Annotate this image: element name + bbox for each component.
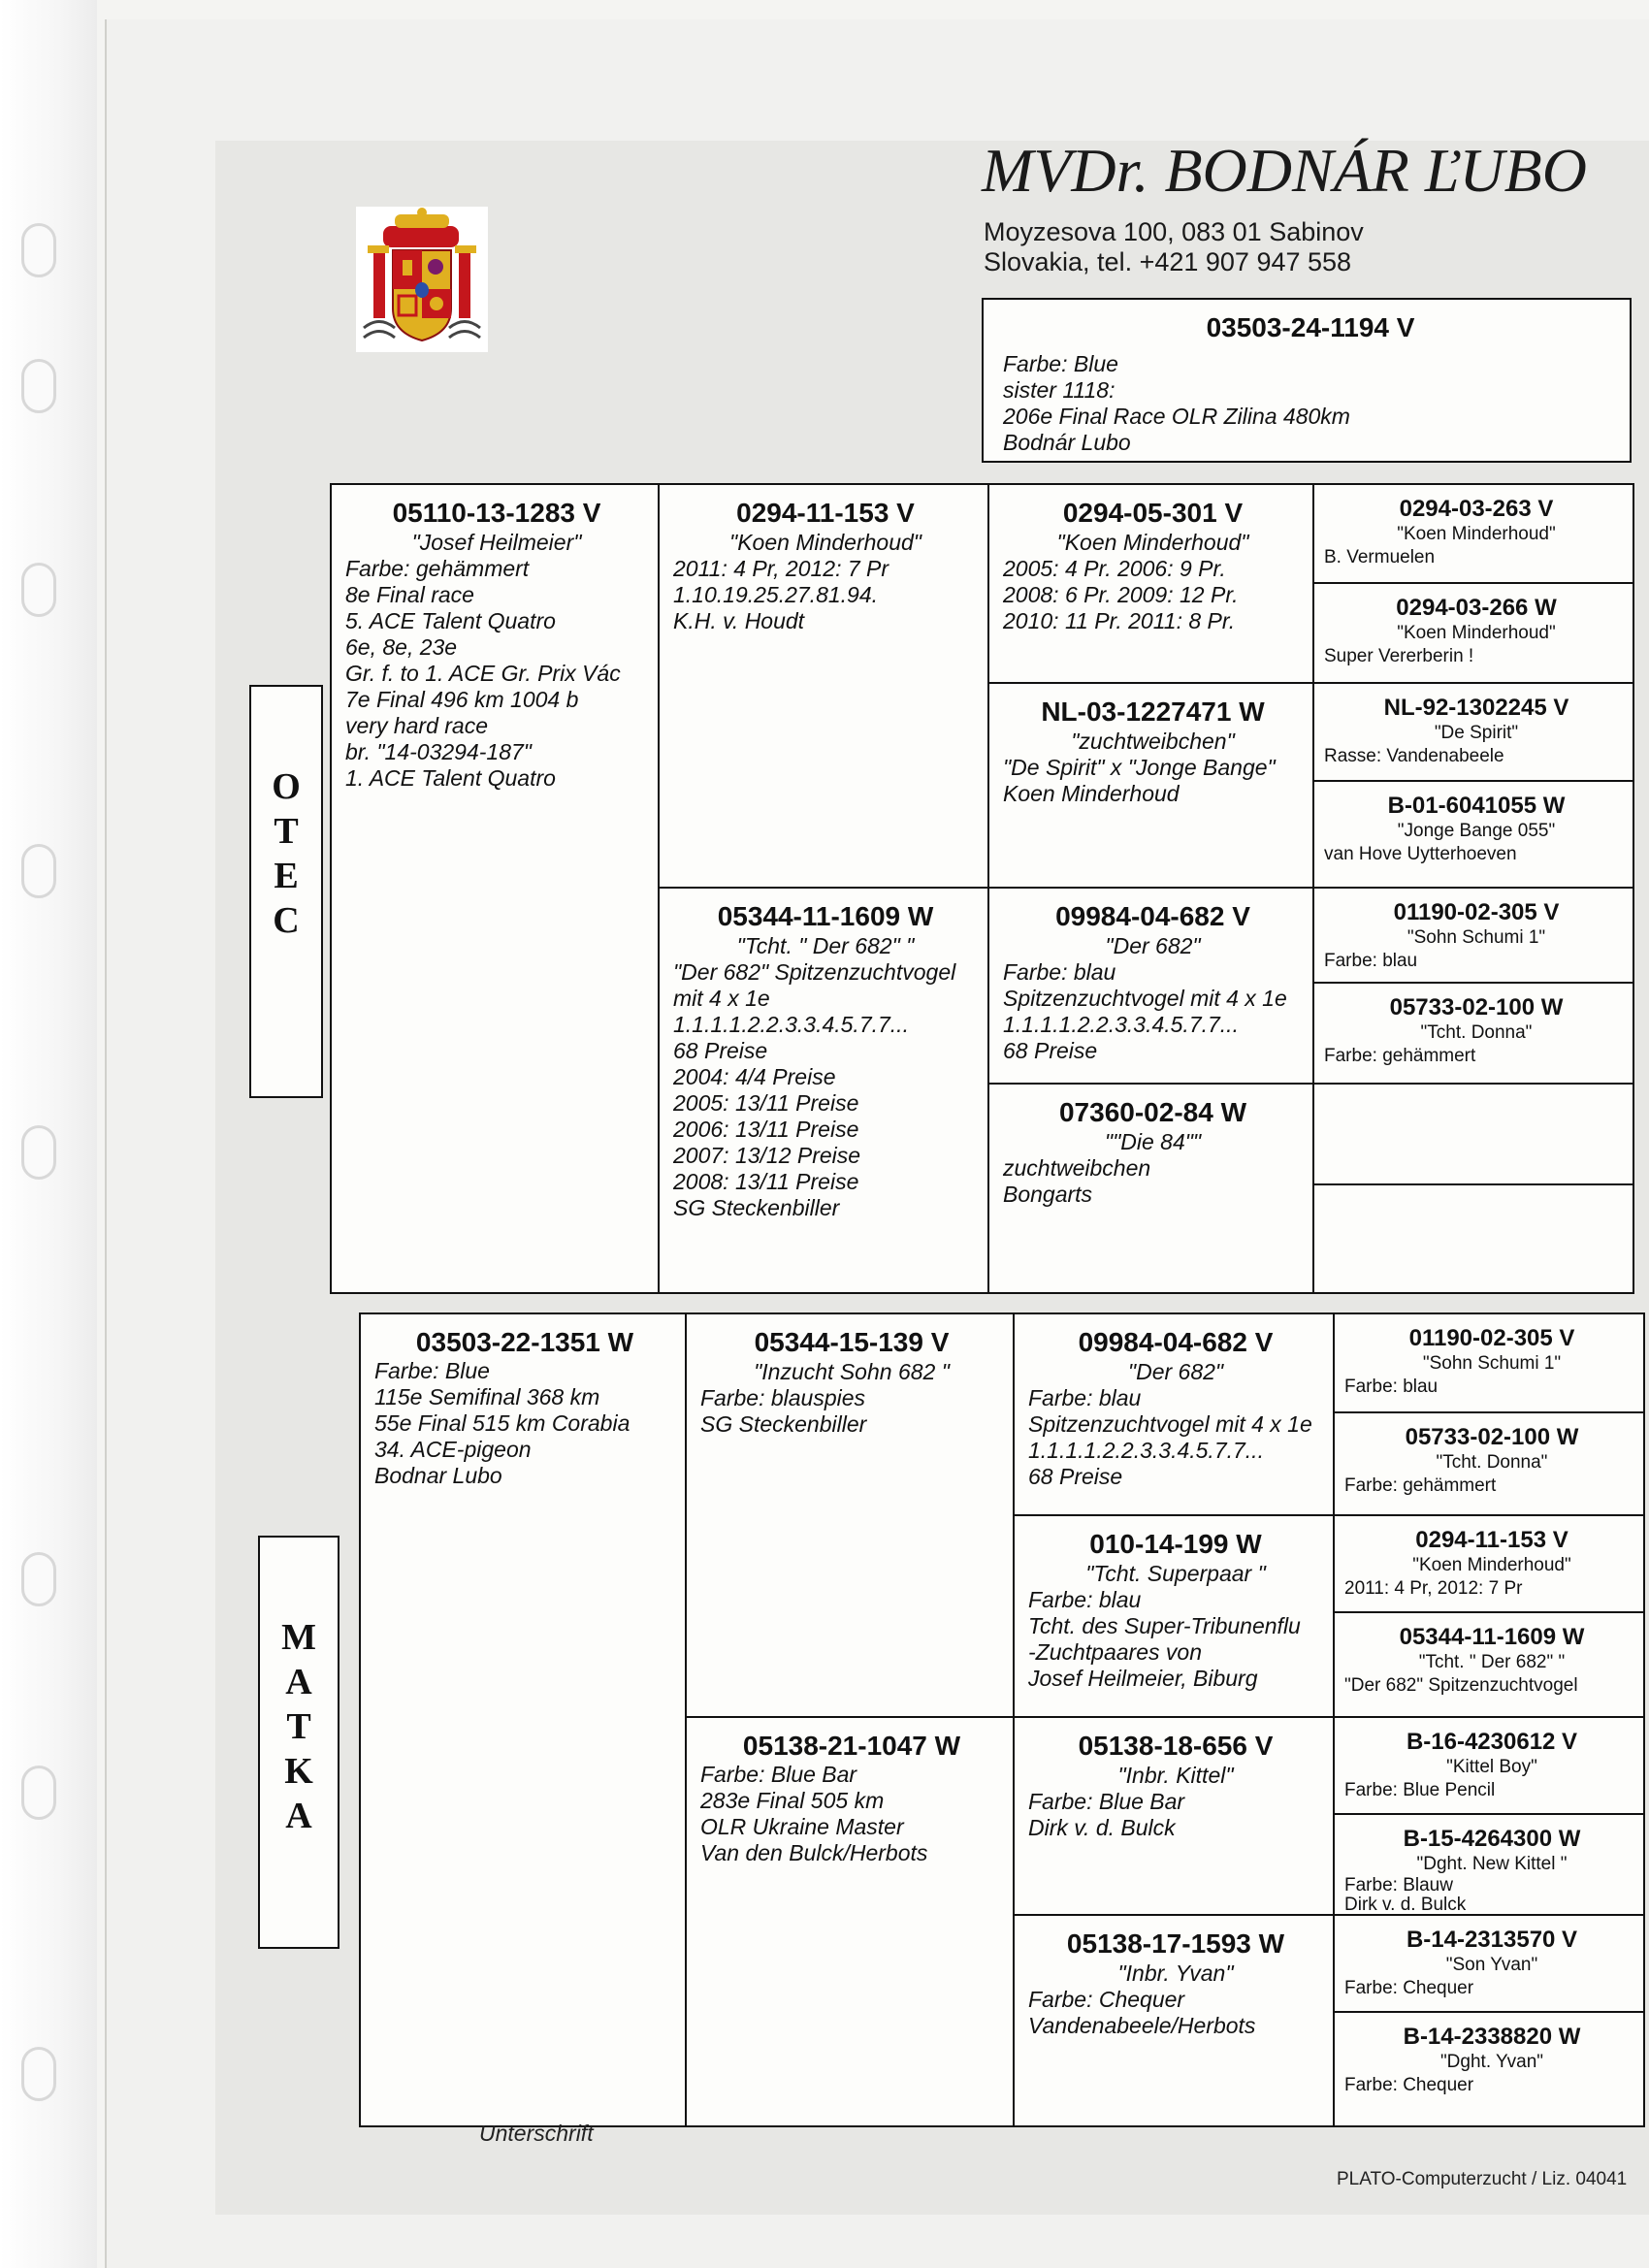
great-grandsire-line: 2008: 6 Pr. 2009: 12 Pr. — [1003, 582, 1239, 607]
granddam-cell — [658, 887, 987, 1294]
dam-line: 34. ACE-pigeon — [374, 1437, 532, 1462]
granddam-line: Farbe: Blue Bar — [700, 1762, 857, 1787]
sire-line: 8e Final race — [345, 582, 474, 607]
punch-hole — [21, 1552, 56, 1606]
software-credit: PLATO-Computerzucht / Liz. 04041 — [1337, 2169, 1628, 2189]
sire-name: "Josef Heilmeier" — [411, 530, 582, 555]
label-letter: O — [272, 766, 301, 807]
great-grandsire-name: "Inbr. Kittel" — [1117, 1763, 1234, 1788]
grandsire-ring-id: 0294-11-153 V — [736, 498, 915, 528]
grandsire-cell — [658, 485, 987, 887]
signature-label: Unterschrift — [479, 2121, 594, 2146]
granddam-line: 2008: 13/11 Preise — [673, 1169, 859, 1194]
great-grandsire-ring-id: 0294-05-301 V — [1062, 498, 1244, 528]
gen4-name: "Tcht. Donna" — [1420, 1022, 1533, 1043]
great-granddam-line: Farbe: blau — [1028, 1587, 1142, 1612]
great-granddam-name: "Inbr. Yvan" — [1117, 1960, 1234, 1986]
gen4-name: "Jonge Bange 055" — [1397, 821, 1556, 841]
sire-line: 1. ACE Talent Quatro — [345, 765, 556, 791]
gen4-cell — [1333, 1813, 1645, 1914]
subject-line: Bodnár Lubo — [1003, 430, 1131, 455]
gen4-cell — [1333, 1611, 1645, 1716]
gen4-cell — [1312, 982, 1634, 1083]
gen4-ring-id: B-14-2313570 V — [1406, 1927, 1578, 1953]
grandsire-line: SG Steckenbiller — [700, 1411, 867, 1437]
gen4-cell — [1312, 582, 1634, 682]
punch-hole — [21, 359, 56, 413]
great-granddam-cell — [1013, 1514, 1333, 1716]
label-letter: A — [285, 1662, 312, 1702]
breeder-address — [984, 217, 1364, 277]
great-grandsire-name: "Der 682" — [1105, 933, 1201, 958]
grandsire-ring-id: 05344-15-139 V — [754, 1327, 950, 1357]
gen4-line: B. Vermuelen — [1324, 547, 1436, 567]
great-granddam-cell — [987, 682, 1312, 887]
granddam-cell — [685, 1716, 1013, 2127]
dam-line: 55e Final 515 km Corabia — [374, 1410, 630, 1436]
grandsire-cell — [685, 1314, 1013, 1716]
gen4-cell — [1312, 887, 1634, 982]
gen4-line: Farbe: blau — [1324, 951, 1418, 971]
great-grandsire-cell — [987, 887, 1312, 1083]
mother-side-label — [258, 1536, 340, 1949]
great-granddam-cell — [1013, 1914, 1333, 2127]
gen4-name: "Koen Minderhoud" — [1397, 524, 1556, 544]
gen4-line: Farbe: Chequer — [1344, 2075, 1474, 2095]
great-grandsire-line: Farbe: blau — [1003, 959, 1116, 985]
label-letter: C — [273, 900, 300, 941]
great-granddam-cell — [987, 1083, 1312, 1294]
great-grandsire-cell — [987, 485, 1312, 682]
great-grandsire-line: Spitzenzuchtvogel mit 4 x 1e — [1028, 1411, 1312, 1437]
great-granddam-line: -Zuchtpaares von — [1028, 1639, 1202, 1665]
gen4-cell-empty — [1312, 1183, 1634, 1294]
granddam-line: 1.1.1.1.2.2.3.3.4.5.7.7... — [673, 1012, 909, 1037]
gen4-name: "Sohn Schumi 1" — [1406, 927, 1546, 948]
great-grandsire-line: 68 Preise — [1028, 1464, 1123, 1489]
grandsire-line: Farbe: blauspies — [700, 1385, 866, 1410]
label-letter: T — [286, 1706, 311, 1747]
gen4-cell — [1333, 1514, 1645, 1611]
gen4-cell — [1333, 1411, 1645, 1514]
great-granddam-line: Koen Minderhoud — [1003, 781, 1180, 806]
subject-ring-id: 03503-24-1194 V — [1206, 312, 1415, 342]
great-granddam-name: ""Die 84"" — [1104, 1129, 1202, 1154]
gen4-ring-id: 05733-02-100 W — [1405, 1424, 1579, 1450]
grandsire-line: K.H. v. Houdt — [673, 608, 805, 633]
gen4-ring-id: B-14-2338820 W — [1403, 2024, 1581, 2050]
father-pedigree-grid — [330, 483, 1634, 1294]
gen4-name: "Tcht. Donna" — [1436, 1452, 1548, 1473]
sheet-protector-edge — [0, 0, 97, 2268]
great-granddam-line: Tcht. des Super-Tribunenflu — [1028, 1613, 1301, 1638]
great-grandsire-line: Farbe: Blue Bar — [1028, 1789, 1185, 1814]
great-grandsire-line: 68 Preise — [1003, 1038, 1098, 1063]
grandsire-name: "Koen Minderhoud" — [729, 530, 922, 555]
gen4-line: Farbe: Blue Pencil — [1344, 1780, 1496, 1800]
gen4-ring-id: 01190-02-305 V — [1393, 899, 1560, 925]
granddam-line: mit 4 x 1e — [673, 986, 770, 1011]
gen4-cell — [1333, 2011, 1645, 2127]
gen4-line: Dirk v. d. Bulck — [1344, 1895, 1467, 1914]
great-grandsire-line: 2010: 11 Pr. 2011: 8 Pr. — [1003, 608, 1236, 633]
great-granddam-line: Vandenabeele/Herbots — [1028, 2013, 1256, 2038]
great-grandsire-ring-id: 09984-04-682 V — [1078, 1327, 1274, 1357]
great-grandsire-line: 1.1.1.1.2.2.3.3.4.5.7.7... — [1028, 1438, 1264, 1463]
gen4-ring-id: B-16-4230612 V — [1406, 1729, 1578, 1755]
grandsire-name: "Inzucht Sohn 682 " — [754, 1359, 950, 1384]
great-granddam-ring-id: 07360-02-84 W — [1058, 1097, 1246, 1127]
great-grandsire-line: 1.1.1.1.2.2.3.3.4.5.7.7... — [1003, 1012, 1239, 1037]
subject-pigeon-box — [982, 298, 1632, 463]
granddam-name: "Tcht. " Der 682" " — [736, 933, 915, 958]
granddam-ring-id: 05138-21-1047 W — [742, 1731, 961, 1761]
granddam-line: 68 Preise — [673, 1038, 768, 1063]
punch-hole — [21, 563, 56, 617]
granddam-line: 2005: 13/11 Preise — [673, 1090, 859, 1116]
dam-cell — [361, 1314, 685, 2127]
punch-hole — [21, 1125, 56, 1180]
gen4-line: Farbe: blau — [1344, 1377, 1439, 1397]
great-grandsire-name: "Der 682" — [1127, 1359, 1224, 1384]
gen4-name: "Tcht. " Der 682" " — [1418, 1652, 1566, 1672]
granddam-line: 2006: 13/11 Preise — [673, 1117, 859, 1142]
label-letter: E — [274, 856, 299, 896]
dam-line: Bodnar Lubo — [374, 1463, 502, 1488]
great-grandsire-ring-id: 05138-18-656 V — [1078, 1731, 1274, 1761]
gen4-line: "Der 682" Spitzenzuchtvogel — [1344, 1675, 1578, 1696]
subject-line: 206e Final Race OLR Zilina 480km — [1003, 404, 1350, 429]
sire-line: very hard race — [345, 713, 489, 738]
gen4-name: "Dght. Yvan" — [1439, 2052, 1544, 2072]
punch-hole — [21, 844, 56, 898]
label-letter: T — [274, 811, 299, 852]
gen4-line: Farbe: Blauw — [1344, 1875, 1453, 1895]
punch-hole — [21, 223, 56, 277]
gen4-name: "Sohn Schumi 1" — [1422, 1353, 1562, 1374]
gen4-line: Farbe: gehämmert — [1344, 1475, 1497, 1496]
punch-hole — [21, 2047, 56, 2101]
gen4-name: "Koen Minderhoud" — [1397, 623, 1556, 643]
sire-line: 6e, 8e, 23e — [345, 634, 458, 660]
gen4-cell — [1312, 780, 1634, 887]
father-side-label — [249, 685, 323, 1098]
granddam-ring-id: 05344-11-1609 W — [717, 901, 934, 931]
dam-ring-id: 03503-22-1351 W — [415, 1327, 634, 1357]
grandsire-line: 2011: 4 Pr, 2012: 7 Pr — [673, 556, 889, 581]
granddam-line: 283e Final 505 km — [700, 1788, 885, 1813]
gen4-cell — [1333, 1716, 1645, 1813]
great-grandsire-line: 2005: 4 Pr. 2006: 9 Pr. — [1003, 556, 1226, 581]
gen4-name: "Son Yvan" — [1445, 1955, 1538, 1975]
great-granddam-name: "Tcht. Superpaar " — [1085, 1561, 1266, 1586]
address-line-2: Slovakia, tel. +421 907 947 558 — [984, 247, 1352, 276]
gen4-ring-id: B-15-4264300 W — [1403, 1826, 1581, 1852]
sire-line: Gr. f. to 1. ACE Gr. Prix Vác — [345, 661, 621, 686]
great-granddam-ring-id: 05138-17-1593 W — [1066, 1928, 1285, 1959]
coat-of-arms-logo — [356, 207, 488, 352]
gen4-name: "Kittel Boy" — [1446, 1757, 1537, 1777]
gen4-ring-id: 0294-03-266 W — [1396, 595, 1557, 621]
great-granddam-line: zuchtweibchen — [1003, 1155, 1151, 1181]
gen4-ring-id: NL-92-1302245 V — [1383, 695, 1569, 721]
gen4-line: Farbe: Chequer — [1344, 1978, 1474, 1998]
subject-line: sister 1118: — [1003, 377, 1116, 403]
sire-line: br. "14-03294-187" — [345, 739, 532, 764]
gen4-line: Super Vererberin ! — [1324, 646, 1474, 666]
great-grandsire-cell — [1013, 1314, 1333, 1514]
granddam-line: SG Steckenbiller — [673, 1195, 840, 1220]
granddam-line: Van den Bulck/Herbots — [700, 1840, 928, 1865]
punch-hole — [21, 1766, 56, 1820]
gen4-cell — [1312, 485, 1634, 582]
label-letter: A — [285, 1796, 312, 1836]
great-granddam-name: "zuchtweibchen" — [1071, 729, 1235, 754]
great-granddam-line: Josef Heilmeier, Biburg — [1028, 1666, 1258, 1691]
gen4-cell — [1333, 1314, 1645, 1411]
granddam-line: "Der 682" Spitzenzuchtvogel — [673, 959, 956, 985]
great-grandsire-line: Dirk v. d. Bulck — [1028, 1815, 1176, 1840]
address-line-1: Moyzesova 100, 083 01 Sabinov — [984, 217, 1364, 246]
dam-line: 115e Semifinal 368 km — [374, 1384, 600, 1409]
great-granddam-ring-id: NL-03-1227471 W — [1041, 697, 1265, 727]
breeder-name: MVDr. BODNÁR ĽUBO — [982, 136, 1587, 205]
gen4-ring-id: 0294-03-263 V — [1399, 496, 1554, 522]
gen4-ring-id: B-01-6041055 W — [1387, 793, 1566, 819]
sire-line: 5. ACE Talent Quatro — [345, 608, 556, 633]
gen4-line: Rasse: Vandenabeele — [1324, 746, 1504, 766]
gen4-name: "Koen Minderhoud" — [1412, 1555, 1571, 1575]
granddam-line: OLR Ukraine Master — [700, 1814, 904, 1839]
great-granddam-ring-id: 010-14-199 W — [1089, 1529, 1262, 1559]
sire-ring-id: 05110-13-1283 V — [392, 498, 601, 528]
great-grandsire-cell — [1013, 1716, 1333, 1914]
label-letter: M — [281, 1617, 316, 1658]
great-granddam-line: Farbe: Chequer — [1028, 1987, 1185, 2012]
gen4-line: van Hove Uytterhoeven — [1324, 844, 1517, 864]
gen4-ring-id: 01190-02-305 V — [1408, 1325, 1575, 1351]
gen4-name: "Dght. New Kittel " — [1416, 1854, 1568, 1874]
gen4-cell — [1312, 682, 1634, 780]
gen4-line: Farbe: gehämmert — [1324, 1046, 1476, 1066]
great-granddam-line: "De Spirit" x "Jonge Bange" — [1003, 755, 1276, 780]
subject-line: Farbe: Blue — [1003, 351, 1118, 376]
mother-pedigree-grid — [359, 1312, 1645, 2127]
sire-cell — [332, 485, 658, 1294]
gen4-line: 2011: 4 Pr, 2012: 7 Pr — [1344, 1578, 1523, 1599]
sire-line: 7e Final 496 km 1004 b — [345, 687, 579, 712]
great-grandsire-name: "Koen Minderhoud" — [1056, 530, 1249, 555]
gen4-ring-id: 05733-02-100 W — [1389, 994, 1564, 1021]
gen4-ring-id: 0294-11-153 V — [1415, 1527, 1568, 1553]
granddam-line: 2004: 4/4 Preise — [673, 1064, 836, 1089]
gen4-cell — [1333, 1914, 1645, 2011]
gen4-name: "De Spirit" — [1434, 723, 1519, 743]
coat-of-arms-icon — [356, 207, 488, 352]
dam-line: Farbe: Blue — [374, 1358, 490, 1383]
gen4-cell-empty — [1312, 1083, 1634, 1183]
great-granddam-line: Bongarts — [1003, 1182, 1093, 1207]
gen4-ring-id: 05344-11-1609 W — [1399, 1624, 1585, 1650]
great-grandsire-ring-id: 09984-04-682 V — [1055, 901, 1250, 931]
great-grandsire-line: Spitzenzuchtvogel mit 4 x 1e — [1003, 986, 1287, 1011]
label-letter: K — [284, 1751, 313, 1792]
great-grandsire-line: Farbe: blau — [1028, 1385, 1142, 1410]
sire-line: Farbe: gehämmert — [345, 556, 530, 581]
granddam-line: 2007: 13/12 Preise — [673, 1143, 861, 1168]
grandsire-line: 1.10.19.25.27.81.94. — [673, 582, 879, 607]
